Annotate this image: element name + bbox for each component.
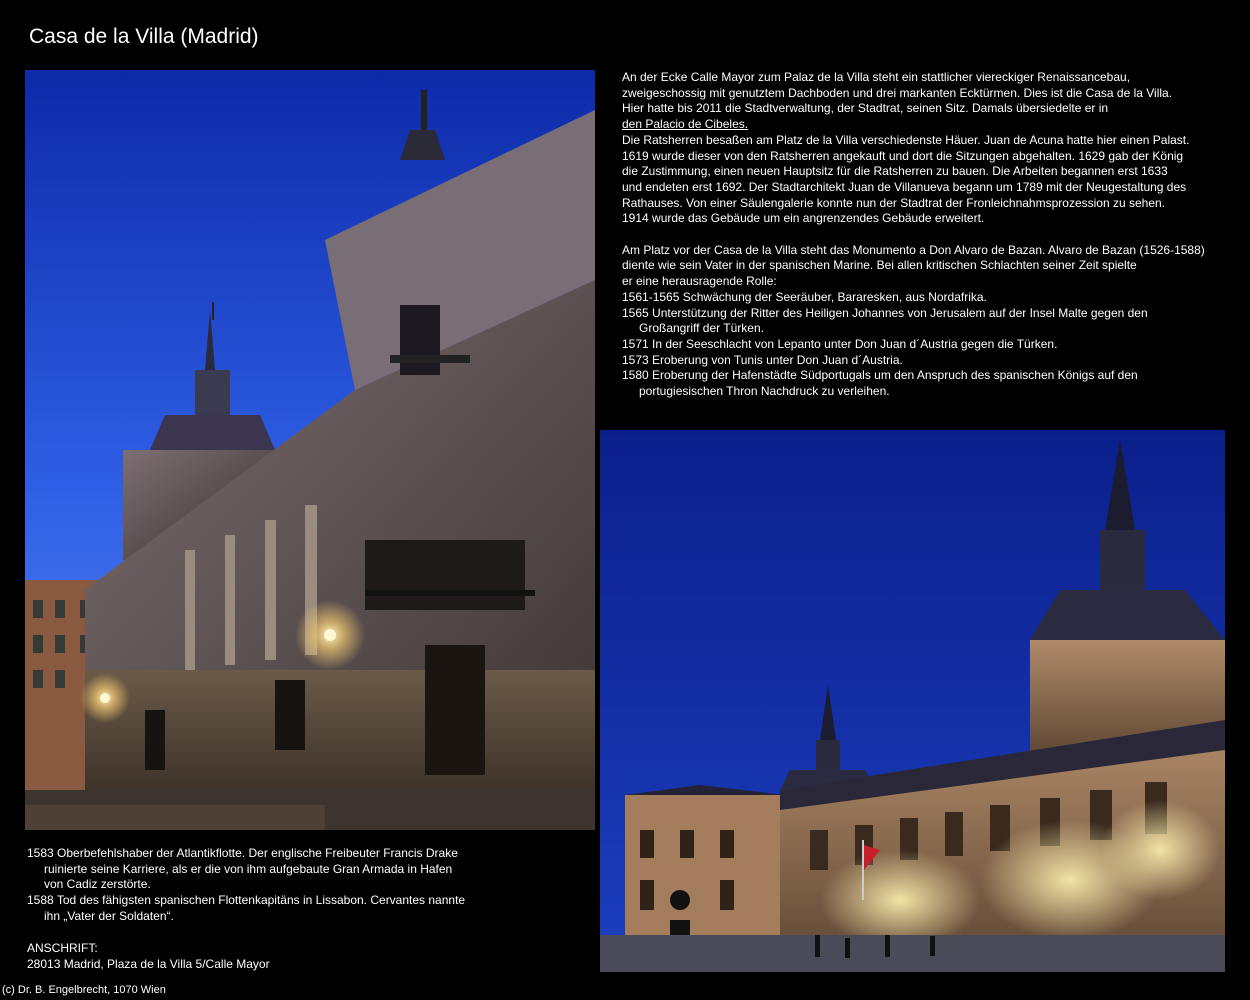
event-line: 1588 Tod des fähigsten spanischen Flottenkapitäns in Lissabon. Cervantes nannte [27,893,466,908]
history-continued-text [27,846,587,925]
address-label: ANSCHRIFT: [27,941,98,955]
page-title: Casa de la Villa (Madrid) [29,25,259,48]
event-line: 1571 In der Seeschlacht von Lepanto unter Don Juan d´Austria gegen die Türken. [622,336,1058,351]
event-line-continued: ihn „Vater der Soldaten“. [44,908,174,923]
address-value: 28013 Madrid, Plaza de la Villa 5/Calle Mayor [27,956,270,971]
event-line: 1583 Oberbefehlshaber der Atlantikflotte. Der englische Freibeuter Francis Drake [27,846,458,860]
copyright-footer: (c) Dr. B. Engelbrecht, 1070 Wien [2,984,166,996]
description-line: Hier hatte bis 2011 die Stadtverwaltung, der Stadtrat, seinen Sitz. Damals übersiedelte er in [622,101,1109,116]
photo-plaza-de-la-villa [600,430,1225,972]
photo-casa-de-la-villa-tower [25,70,595,830]
event-line: 1580 Eroberung der Hafenstädte Südportugals um den Anspruch des spanischen Königs auf den [622,368,1138,383]
event-line-continued: von Cadiz zerstörte. [44,877,151,892]
description-text [622,70,1232,400]
monument-intro-line: Am Platz vor der Casa de la Villa steht das Monumento a Don Alvaro de Bazan. Alvaro de Bazan (1526-1588) [622,242,1205,257]
event-line: 1561-1565 Schwächung der Seeräuber, Bararesken, aus Nordafrika. [622,289,987,304]
description-line: und endeten erst 1692. Der Stadtarchitekt Juan de Villanueva begann um 1789 mit der Neugestaltung des [622,179,1187,194]
description-line: Die Ratsherren besaßen am Platz de la Villa verschiedenste Häuer. Juan de Acuna hatte hier einen Palast. [622,132,1190,147]
description-line: die Zustimmung, einen neuen Hauptsitz für die Ratsherren zu bauen. Die Arbeiten begannen erst 1633 [622,164,1168,179]
description-line: zweigeschossig mit genutztem Dachboden und drei markanten Ecktürmen. Dies ist die Casa de la Villa. [622,85,1173,100]
photo-tower-image [25,70,595,830]
event-line-continued: ruinierte seine Karriere, als er die von ihm aufgebaute Gran Armada in Hafen [44,861,453,876]
event-line-continued: portugiesischen Thron Nachdruck zu verleihen. [639,384,890,399]
address-block [27,941,587,972]
description-line: Rathauses. Von einer Säulengalerie konnte nun der Stadtrat der Fronleichnahmsprozession zu sehen. [622,195,1166,210]
event-line: 1565 Unterstützung der Ritter des Heiligen Johannes von Jerusalem auf der Insel Malte gegen den [622,305,1148,320]
palacio-de-cibeles-link[interactable]: den Palacio de Cibeles. [622,117,749,132]
description-line: 1619 wurde dieser von den Ratsherren angekauft und dort die Sitzungen abgehalten. 1629 gab der König [622,148,1184,163]
description-line: An der Ecke Calle Mayor zum Palaz de la Villa steht ein stattlicher viereckiger Renaissancebau, [622,70,1131,84]
monument-intro-line: er eine herausragende Rolle: [622,274,777,289]
monument-intro-line: diente wie sein Vater in der spanischen Marine. Bei allen kritischen Schlachten seiner Zeit spielte [622,258,1137,273]
description-line: 1914 wurde das Gebäude um ein angrenzendes Gebäude erweitert. [622,211,985,226]
photo-plaza-image [600,430,1225,972]
event-line-continued: Großangriff der Türken. [639,321,764,336]
event-line: 1573 Eroberung von Tunis unter Don Juan d´Austria. [622,352,903,367]
